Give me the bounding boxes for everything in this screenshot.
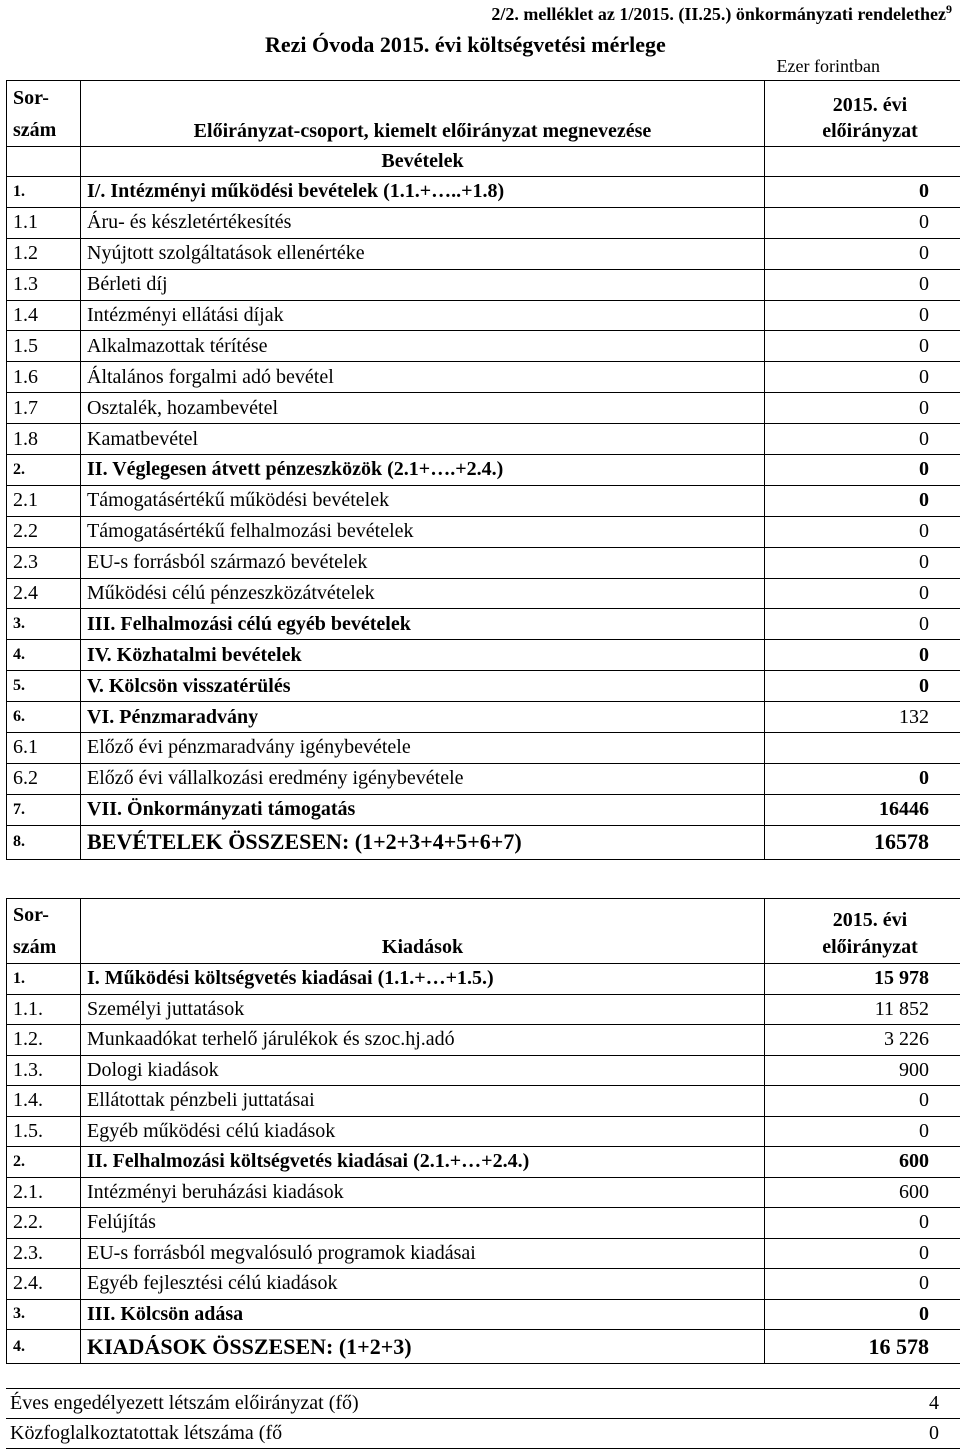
table-row (7, 516, 960, 547)
table-row (7, 1208, 960, 1239)
row-label: KIADÁSOK ÖSSZESEN: (1+2+3) (81, 1330, 765, 1364)
row-number: 1.1. (7, 994, 81, 1025)
row-number: 6. (7, 702, 81, 733)
row-value: 0 (765, 300, 960, 331)
row-label: Osztalék, hozambevétel (81, 393, 765, 424)
col-value-header: 2015. évi (765, 81, 960, 117)
row-number: 2.4 (7, 578, 81, 609)
row-number: 1.1 (7, 207, 81, 238)
table-row (7, 794, 960, 825)
table-row (7, 702, 960, 733)
table-row (7, 763, 960, 794)
row-label: VII. Önkormányzati támogatás (81, 794, 765, 825)
unit-label: Ezer forintban (776, 56, 880, 76)
row-value: 0 (765, 1299, 960, 1330)
col-value-header-text: előirányzat (765, 932, 960, 963)
row-number: 2.1. (7, 1177, 81, 1208)
table-row (7, 1147, 960, 1178)
row-value: 11 852 (765, 994, 960, 1025)
staff-row (6, 1389, 960, 1419)
table-row (7, 1177, 960, 1208)
expenses-header-row (7, 899, 960, 933)
row-label: II. Véglegesen átvett pénzeszközök (2.1+….+2.4.) (81, 455, 765, 486)
table-row (7, 269, 960, 300)
row-value: 0 (765, 1269, 960, 1300)
table-row (7, 1238, 960, 1269)
row-label: Alkalmazottak térítése (81, 331, 765, 362)
row-label: Kamatbevétel (81, 424, 765, 455)
table-row (7, 640, 960, 671)
row-number: 1.6 (7, 362, 81, 393)
row-label: III. Felhalmozási célú egyéb bevételek (81, 609, 765, 640)
table-row (7, 393, 960, 424)
col-number-header: Sor- szám (7, 899, 81, 964)
row-number: 1. (7, 964, 81, 995)
col-name-header (81, 81, 765, 117)
table-row (7, 1025, 960, 1056)
row-label: Áru- és készletértékesítés (81, 207, 765, 238)
table-row (7, 671, 960, 702)
row-number: 2.2. (7, 1208, 81, 1239)
table-row (7, 964, 960, 995)
table-row (7, 609, 960, 640)
row-number: 1.2 (7, 238, 81, 269)
row-label: VI. Pénzmaradvány (81, 702, 765, 733)
row-label: II. Felhalmozási költségvetés kiadásai (2.1.+…+2.4.) (81, 1147, 765, 1178)
row-value: 0 (765, 362, 960, 393)
row-label: Felújítás (81, 1208, 765, 1239)
staff-row (6, 1419, 960, 1449)
table-row (7, 1086, 960, 1117)
row-value: 0 (765, 671, 960, 702)
row-value: 0 (765, 1116, 960, 1147)
row-label: Bérleti díj (81, 269, 765, 300)
row-value: 0 (765, 238, 960, 269)
row-value: 0 (765, 609, 960, 640)
row-number: 1.2. (7, 1025, 81, 1056)
row-value: 3 226 (765, 1025, 960, 1056)
table-row (7, 485, 960, 516)
row-number: 1.7 (7, 393, 81, 424)
row-value: 0 (765, 547, 960, 578)
row-value: 0 (765, 393, 960, 424)
row-number: 1.3. (7, 1055, 81, 1086)
row-number: 3. (7, 609, 81, 640)
row-value: 600 (765, 1177, 960, 1208)
table-row (7, 825, 960, 859)
row-number: 4. (7, 1330, 81, 1364)
row-value: 900 (765, 1055, 960, 1086)
row-value: 0 (765, 1086, 960, 1117)
row-label: Általános forgalmi adó bevétel (81, 362, 765, 393)
row-label: Egyéb működési célú kiadások (81, 1116, 765, 1147)
row-value: 600 (765, 1147, 960, 1178)
row-number: 2. (7, 455, 81, 486)
row-label: Előző évi vállalkozási eredmény igénybevétele (81, 763, 765, 794)
staff-value: 4 (886, 1389, 960, 1419)
row-number: 3. (7, 1299, 81, 1330)
row-label: Előző évi pénzmaradvány igénybevétele (81, 733, 765, 764)
row-label: V. Kölcsön visszatérülés (81, 671, 765, 702)
row-number: 2.1 (7, 485, 81, 516)
row-number: 1. (7, 177, 81, 208)
row-value: 0 (765, 578, 960, 609)
row-label: Személyi juttatások (81, 994, 765, 1025)
table-row (7, 177, 960, 208)
section-row (7, 147, 960, 177)
staff-label: Közfoglalkoztatottak létszáma (fő (6, 1419, 886, 1449)
row-value: 0 (765, 640, 960, 671)
row-number: 8. (7, 825, 81, 859)
row-label: Működési célú pénzeszközátvételek (81, 578, 765, 609)
row-number: 4. (7, 640, 81, 671)
row-label: BEVÉTELEK ÖSSZESEN: (1+2+3+4+5+6+7) (81, 825, 765, 859)
row-label: I/. Intézményi működési bevételek (1.1.+…..+1.8) (81, 177, 765, 208)
row-number: 2.2 (7, 516, 81, 547)
row-value: 0 (765, 455, 960, 486)
row-value: 0 (765, 1238, 960, 1269)
row-number: 6.2 (7, 763, 81, 794)
row-value: 132 (765, 702, 960, 733)
row-label: EU-s forrásból megvalósuló programok kiadásai (81, 1238, 765, 1269)
row-label: IV. Közhatalmi bevételek (81, 640, 765, 671)
row-label: Munkaadókat terhelő járulékok és szoc.hj.adó (81, 1025, 765, 1056)
row-value: 16446 (765, 794, 960, 825)
row-value (765, 733, 960, 764)
row-label: III. Kölcsön adása (81, 1299, 765, 1330)
row-number: 1.4 (7, 300, 81, 331)
row-number: 5. (7, 671, 81, 702)
table-row (7, 547, 960, 578)
row-number: 2.3 (7, 547, 81, 578)
row-label: Intézményi beruházási kiadások (81, 1177, 765, 1208)
row-label: Dologi kiadások (81, 1055, 765, 1086)
row-label: Támogatásértékű működési bevételek (81, 485, 765, 516)
row-label: Nyújtott szolgáltatások ellenértéke (81, 238, 765, 269)
table-row (7, 1269, 960, 1300)
row-number: 1.8 (7, 424, 81, 455)
table-row (7, 1299, 960, 1330)
row-number: 1.3 (7, 269, 81, 300)
table-row (7, 362, 960, 393)
row-value: 0 (765, 331, 960, 362)
row-label: EU-s forrásból származó bevételek (81, 547, 765, 578)
row-number: 1.5 (7, 331, 81, 362)
row-number: 1.5. (7, 1116, 81, 1147)
table-row (7, 733, 960, 764)
staff-value: 0 (886, 1419, 960, 1449)
row-value: 0 (765, 1208, 960, 1239)
row-number: 2.4. (7, 1269, 81, 1300)
expenses-table (6, 898, 960, 1364)
row-number: 1.4. (7, 1086, 81, 1117)
row-value: 0 (765, 269, 960, 300)
row-value: 15 978 (765, 964, 960, 995)
staff-table (6, 1388, 960, 1449)
row-value: 0 (765, 516, 960, 547)
row-number: 6.1 (7, 733, 81, 764)
page-title: Rezi Óvoda 2015. évi költségvetési mérlege (265, 32, 666, 57)
revenue-header-row (7, 81, 960, 117)
col-number-header: Sor- szám (7, 81, 81, 147)
table-row (7, 1055, 960, 1086)
row-label: Intézményi ellátási díjak (81, 300, 765, 331)
row-value: 16 578 (765, 1330, 960, 1364)
row-value: 0 (765, 485, 960, 516)
row-label: I. Működési költségvetés kiadásai (1.1.+…+1.5.) (81, 964, 765, 995)
col-value-header: 2015. évi (765, 899, 960, 933)
table-row (7, 1116, 960, 1147)
col-name-header-text: Előirányzat-csoport, kiemelt előirányzat megnevezése (81, 117, 765, 147)
table-row (7, 455, 960, 486)
table-row (7, 331, 960, 362)
staff-label: Éves engedélyezett létszám előirányzat (fő) (6, 1389, 886, 1419)
table-row (7, 578, 960, 609)
row-number: 2.3. (7, 1238, 81, 1269)
row-number: 7. (7, 794, 81, 825)
row-value: 0 (765, 177, 960, 208)
table-row (7, 1330, 960, 1364)
table-row (7, 238, 960, 269)
table-row (7, 207, 960, 238)
row-value: 16578 (765, 825, 960, 859)
table-row (7, 424, 960, 455)
annex-reference: 2/2. melléklet az 1/2015. (II.25.) önkormányzati rendelethez$^9$ (491, 2, 952, 24)
row-value: 0 (765, 424, 960, 455)
row-value: 0 (765, 763, 960, 794)
row-label: Egyéb fejlesztési célú kiadások (81, 1269, 765, 1300)
revenue-table (6, 80, 960, 860)
col-name-header: Kiadások (81, 899, 765, 964)
row-label: Ellátottak pénzbeli juttatásai (81, 1086, 765, 1117)
row-number: 2. (7, 1147, 81, 1178)
section-title: Bevételek (81, 147, 765, 177)
table-row (7, 994, 960, 1025)
table-row (7, 300, 960, 331)
col-value-header-text: előirányzat (765, 117, 960, 147)
row-label: Támogatásértékű felhalmozási bevételek (81, 516, 765, 547)
row-value: 0 (765, 207, 960, 238)
